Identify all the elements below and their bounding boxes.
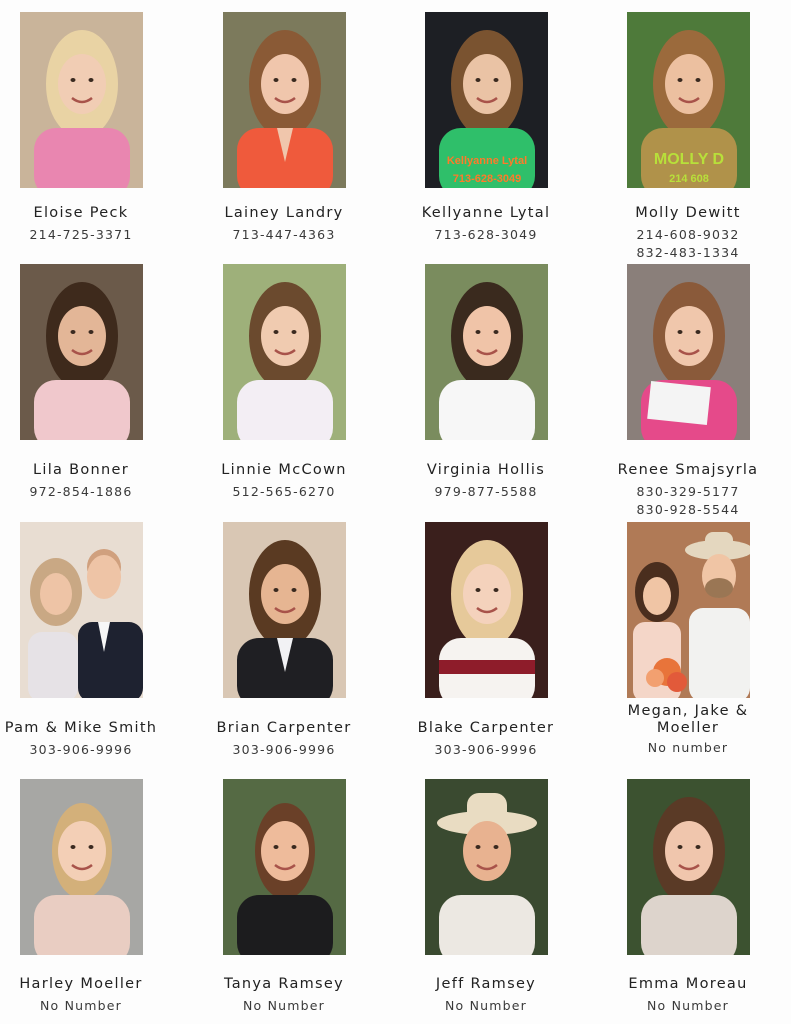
portrait-illustration xyxy=(223,779,346,955)
person-name: Lila Bonner xyxy=(32,462,129,478)
person-phone: 303-906-9996 xyxy=(232,742,336,757)
person-phone: 972-854-1886 xyxy=(29,484,133,499)
person-phone: 713-447-4363 xyxy=(232,227,336,242)
portrait-illustration xyxy=(425,522,548,698)
person-name: Eloise Peck xyxy=(33,205,129,221)
portrait-illustration xyxy=(20,779,143,955)
person-photo xyxy=(20,12,143,188)
person-phone: 214-725-3371 xyxy=(29,227,133,242)
portrait-illustration xyxy=(627,779,750,955)
person-name: Megan, Jake & Moeller xyxy=(627,703,749,736)
person-phone: 303-906-9996 xyxy=(434,742,538,757)
person-phone: 713-628-3049 xyxy=(434,227,538,242)
person-phone: 830-928-5544 xyxy=(636,502,740,517)
portrait-illustration xyxy=(223,12,346,188)
photo-overlay-text: Kellyanne Lytal xyxy=(446,155,528,167)
person-photo xyxy=(223,522,346,698)
portrait-illustration xyxy=(627,522,750,698)
person-name: Pam & Mike Smith xyxy=(4,720,158,736)
person-name: Emma Moreau xyxy=(628,976,748,992)
person-photo xyxy=(20,264,143,440)
portrait-illustration xyxy=(425,264,548,440)
portrait-illustration xyxy=(223,522,346,698)
person-photo xyxy=(627,12,750,188)
portrait-illustration xyxy=(20,12,143,188)
portrait-illustration xyxy=(425,12,548,188)
photo-overlay-phone: 214 608 xyxy=(669,173,709,185)
portrait-illustration xyxy=(627,12,750,188)
person-name: Linnie McCown xyxy=(221,462,347,478)
portrait-illustration xyxy=(20,522,143,698)
person-photo xyxy=(223,264,346,440)
person-phone: 832-483-1334 xyxy=(636,245,740,260)
person-phone: No Number xyxy=(445,998,527,1013)
person-photo xyxy=(20,522,143,698)
person-photo xyxy=(223,779,346,955)
portrait-illustration xyxy=(627,264,750,440)
person-name: Kellyanne Lytal xyxy=(421,205,551,221)
portrait-illustration xyxy=(425,779,548,955)
person-name: Renee Smajsyrla xyxy=(617,462,759,478)
person-phone: 830-329-5177 xyxy=(636,484,740,499)
person-name: Jeff Ramsey xyxy=(435,976,537,992)
person-photo xyxy=(425,12,548,188)
person-phone: No Number xyxy=(647,998,729,1013)
portrait-illustration xyxy=(223,264,346,440)
person-phone: No number xyxy=(647,740,729,755)
portrait-illustration xyxy=(20,264,143,440)
person-photo xyxy=(627,264,750,440)
person-phone: 214-608-9032 xyxy=(636,227,740,242)
person-name: Harley Moeller xyxy=(19,976,143,992)
person-photo xyxy=(425,779,548,955)
person-name: Brian Carpenter xyxy=(216,720,352,736)
person-name: Molly Dewitt xyxy=(635,205,741,221)
person-name: Blake Carpenter xyxy=(417,720,555,736)
person-photo xyxy=(425,522,548,698)
person-photo xyxy=(223,12,346,188)
person-photo xyxy=(627,522,750,698)
person-name: Tanya Ramsey xyxy=(223,976,345,992)
person-photo xyxy=(627,779,750,955)
person-name: Virginia Hollis xyxy=(426,462,546,478)
person-photo xyxy=(20,779,143,955)
photo-overlay-text: MOLLY D xyxy=(653,151,725,168)
person-photo xyxy=(425,264,548,440)
person-phone: No Number xyxy=(40,998,122,1013)
person-phone: 979-877-5588 xyxy=(434,484,538,499)
person-phone: 303-906-9996 xyxy=(29,742,133,757)
person-name: Lainey Landry xyxy=(224,205,344,221)
photo-overlay-phone: 713-628-3049 xyxy=(452,173,522,185)
person-phone: 512-565-6270 xyxy=(232,484,336,499)
person-phone: No Number xyxy=(243,998,325,1013)
